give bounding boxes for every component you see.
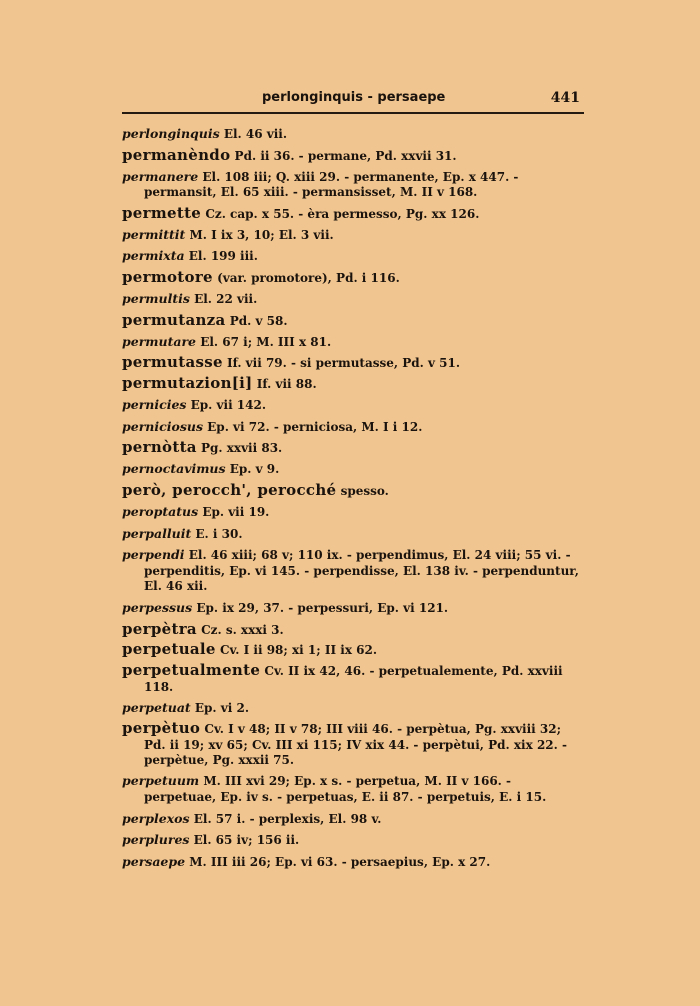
entry-references: M. III xvi 29; Ep. x s. - perpetua, M. II v 166. - perpetuae, Ep. iv s. - perpetuas, E. ii 87. - perpetuis, E. i 15. [144, 774, 547, 804]
dictionary-entry [122, 126, 584, 143]
entry-references: E. i 30. [191, 526, 243, 541]
entry-references: El. 57 i. - perplexis, El. 98 v. [189, 811, 382, 826]
dictionary-entry [122, 270, 584, 287]
dictionary-entry [122, 169, 584, 201]
dictionary-entry [122, 642, 584, 659]
page-number: 441 [550, 90, 580, 106]
entry-references: Ep. v 9. [225, 462, 280, 477]
entry-headword: perpessus [122, 599, 193, 615]
entry-references: El. 108 iii; Q. xiii 29. - permanente, Ep. x 447. - permansit, El. 65 xiii. - permansisset, M. II v 168. [144, 169, 519, 200]
entry-headword: permutanza [122, 310, 226, 329]
dictionary-entry [122, 854, 584, 871]
entry-references: Cv. I v 48; II v 78; III viii 46. - perpètua, Pg. xxviii 32; Pd. ii 19; xv 65; Cv. III xi 115; IV xix 44. - perpètui, Pd. xix 22. - perpètue, Pg. xxxii 75. [144, 722, 567, 768]
dictionary-entry [122, 355, 584, 372]
dictionary-entry [122, 310, 584, 330]
entry-headword: perpetuale [122, 640, 216, 659]
dictionary-entry [122, 721, 584, 769]
entry-headword: perpètuo [122, 719, 201, 738]
dictionary-entry [122, 832, 584, 849]
dictionary-entry [122, 526, 584, 543]
dictionary-entry [122, 376, 584, 393]
entry-references: Cv. I ii 98; xi 1; II ix 62. [215, 643, 378, 658]
entry-references: El. 46 xiii; 68 v; 110 ix. - perpendimus, El. 24 viii; 55 vi. - perpenditis, Ep. vi 145. - perpendisse, El. 138 iv. - perpenduntur, El. 46 xii. [144, 548, 579, 594]
entry-references: M. III iii 26; Ep. vi 63. - persaepius, Ep. x 27. [185, 854, 491, 869]
entry-references: M. I ix 3, 10; El. 3 vii. [185, 227, 334, 242]
entry-headword: permultis [122, 290, 190, 306]
entry-references: El. 65 iv; 156 ii. [189, 833, 300, 848]
entry-headword: permixta [122, 248, 185, 264]
entry-references: Pd. ii 36. - permane, Pd. xxvii 31. [230, 148, 457, 163]
entry-headword: perpalluit [122, 525, 192, 541]
entry-references: Cz. cap. x 55. - èra permesso, Pg. xx 126. [201, 206, 480, 221]
entry-headword: però, perocch', perocché [122, 480, 337, 499]
entry-headword: persaepe [122, 853, 186, 869]
dictionary-entry [122, 291, 584, 308]
entry-headword: perpetuum [122, 773, 200, 789]
entry-references: Ep. ix 29, 37. - perpessuri, Ep. vi 121. [192, 600, 449, 615]
entry-references: Cv. II ix 42, 46. - perpetualemente, Pd. xxviii 118. [144, 664, 563, 694]
entry-list [122, 126, 584, 876]
entry-references: Pd. v 58. [225, 313, 288, 328]
entry-headword: perlonginquis [122, 126, 220, 141]
entry-headword: permanere [122, 168, 199, 184]
entry-references: spesso. [336, 483, 389, 498]
entry-headword: pernoctavimus [122, 461, 226, 477]
dictionary-entry [122, 619, 584, 639]
entry-headword: perpendi [122, 547, 185, 563]
entry-headword: perplexos [122, 810, 190, 826]
dictionary-entry [122, 397, 584, 414]
entry-headword: perpetualmente [122, 661, 261, 680]
header-rule [122, 112, 584, 114]
dictionary-entry [122, 547, 584, 595]
dictionary-entry [122, 419, 584, 436]
entry-references: Ep. vi 72. - perniciosa, M. I i 12. [202, 419, 423, 434]
entry-references: El. 67 i; M. III x 81. [196, 334, 332, 349]
entry-headword: permanèndo [122, 145, 231, 164]
entry-headword: permutasse [122, 353, 223, 372]
dictionary-entry [122, 480, 584, 500]
dictionary-entry [122, 504, 584, 521]
entry-headword: permittit [122, 226, 186, 242]
dictionary-entry [122, 227, 584, 244]
dictionary-entry [122, 600, 584, 617]
dictionary-entry [122, 773, 584, 805]
dictionary-entry [122, 203, 584, 223]
entry-headword: perniciosus [122, 418, 203, 434]
entry-headword: pernòtta [122, 438, 197, 457]
entry-headword: pernicies [122, 396, 187, 412]
running-header [122, 90, 584, 110]
dictionary-entry [122, 811, 584, 828]
entry-references: (var. promotore), Pd. i 116. [212, 271, 400, 286]
entry-headword: peroptatus [122, 503, 199, 519]
dictionary-entry [122, 663, 584, 695]
entry-references: El. 199 iii. [184, 249, 258, 264]
entry-references: Ep. vii 19. [198, 504, 270, 519]
entry-references: Ep. vii 142. [186, 397, 267, 412]
entry-references: Ep. vi 2. [190, 700, 250, 715]
entry-headword: permette [122, 203, 202, 222]
dictionary-entry [122, 440, 584, 457]
entry-headword: permutare [122, 333, 197, 349]
entry-headword: perplures [122, 832, 190, 848]
dictionary-entry [122, 334, 584, 351]
dictionary-entry [122, 248, 584, 265]
entry-headword: perpètra [122, 619, 197, 638]
entry-headword: permotore [122, 268, 213, 287]
header-title: perlonginquis - persaepe [262, 90, 446, 105]
entry-references: El. 46 vii. [219, 127, 288, 141]
entry-headword: permutazion[i] [122, 374, 253, 393]
entry-references: If. vii 88. [252, 377, 317, 392]
entry-references: Pg. xxvii 83. [196, 441, 283, 456]
dictionary-entry [122, 700, 584, 717]
entry-headword: perpetuat [122, 699, 191, 715]
entry-references: If. vii 79. - si permutasse, Pd. v 51. [222, 356, 461, 371]
dictionary-entry [122, 145, 584, 165]
entry-references: El. 22 vii. [189, 291, 258, 306]
dictionary-entry [122, 461, 584, 478]
entry-references: Cz. s. xxxi 3. [196, 622, 284, 637]
